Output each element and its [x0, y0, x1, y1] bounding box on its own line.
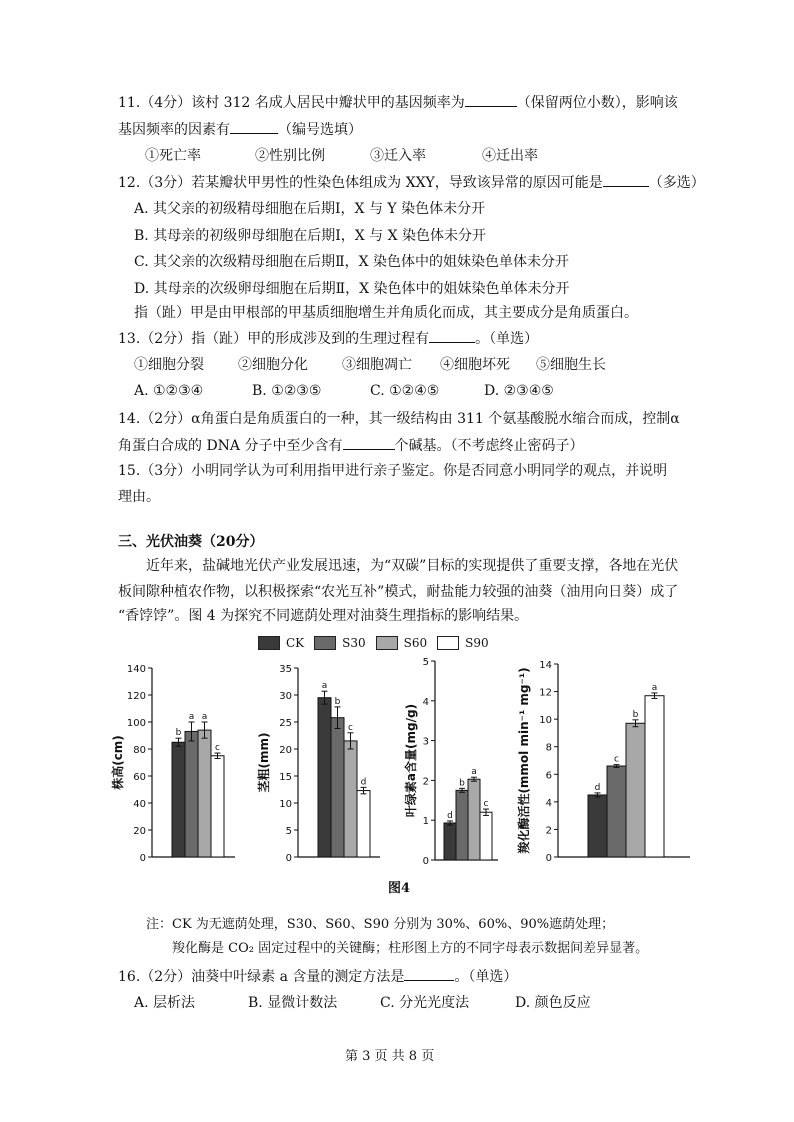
y-tick-label: 5 — [422, 657, 429, 668]
option: B. 显微计数法 — [248, 995, 338, 1011]
y-tick-label: 4 — [545, 797, 552, 809]
option: ④迁出率 — [482, 148, 538, 164]
answer-blank[interactable] — [404, 967, 454, 981]
y-tick-label: 20 — [133, 826, 146, 837]
significance-letter: d — [360, 777, 367, 788]
q14-line1: 14.（2分）α角蛋白是角质蛋白的一种，其一级结构由 311 个氨基酸脱水缩合而成，控制α — [118, 411, 680, 427]
y-tick-label: 6 — [545, 770, 552, 782]
y-tick-label: 0 — [422, 856, 429, 867]
legend-label: S60 — [403, 636, 428, 650]
significance-letter: a — [201, 712, 208, 722]
y-tick-label: 80 — [133, 745, 146, 756]
legend-label: S30 — [342, 636, 366, 650]
y-tick-label: 60 — [133, 772, 146, 783]
q15-line2: 理由。 — [118, 489, 160, 505]
choice: A. ①②③④ — [134, 383, 204, 399]
figure-caption: 图4 — [388, 881, 411, 896]
q13-items — [134, 356, 606, 374]
significance-letter: a — [188, 712, 195, 722]
y-tick-label: 0 — [285, 853, 292, 864]
q13-choices — [134, 382, 554, 400]
figure-4-charts — [0, 650, 794, 875]
y-tick-label: 1 — [422, 816, 429, 828]
item: ③细胞凋亡 — [342, 357, 412, 373]
bar — [357, 791, 370, 857]
q14-line2: 角蛋白合成的 DNA 分子中至少含有 个碱基。（不考虑终止密码子） — [118, 438, 584, 454]
option: D. 颜色反应 — [515, 995, 591, 1011]
answer-blank[interactable] — [230, 120, 278, 134]
y-tick-label: 140 — [126, 664, 146, 675]
significance-letter: a — [471, 767, 477, 778]
note-line2: 羧化酶是 CO₂ 固定过程中的关键酶；柱形图上方的不同字母表示数据间差异显著。 — [172, 941, 649, 956]
y-tick-label: 4 — [422, 696, 429, 708]
bar — [588, 795, 607, 857]
significance-letter: c — [614, 754, 619, 765]
section-title: 三、光伏油葵（20分） — [118, 534, 264, 550]
q11-line2: 基因频率的因素有 （编号选填） — [118, 122, 362, 138]
significance-letter: a — [321, 681, 328, 692]
y-tick-label: 8 — [545, 742, 552, 754]
bar — [344, 741, 357, 857]
y-tick-label: 35 — [279, 664, 292, 675]
y-axis-label: 茎粗(mm) — [257, 732, 271, 793]
y-tick-label: 2 — [422, 776, 429, 788]
option: C. 分光光度法 — [380, 995, 470, 1011]
legend-swatch — [258, 636, 280, 650]
q11-options — [145, 147, 538, 165]
significance-letter: c — [483, 799, 489, 810]
bar — [444, 823, 456, 860]
y-tick-label: 40 — [133, 799, 146, 810]
option: ③迁入率 — [370, 148, 426, 164]
item: ④细胞坏死 — [440, 357, 510, 373]
q12-option-c: C. 其父亲的次级精母细胞在后期Ⅱ，X 染色体中的姐妹染色单体未分开 — [134, 254, 570, 270]
y-tick-label: 25 — [279, 718, 292, 729]
y-tick-label: 0 — [545, 853, 552, 864]
q16-options — [134, 994, 591, 1012]
bar — [211, 756, 224, 857]
legend-label: CK — [286, 636, 305, 650]
option: A. 层析法 — [134, 995, 196, 1011]
answer-blank[interactable] — [429, 329, 475, 343]
q12-stem: 12.（3分）若某瓣状甲男性的性染色体组成为 XXY，导致该异常的原因可能是 （多选） — [118, 175, 705, 191]
y-tick-label: 14 — [539, 660, 552, 671]
intro-line1: 近年来，盐碱地光伏产业发展迅速，为“双碳”目标的实现提供了重要支撑，各地在光伏 — [146, 558, 679, 574]
significance-letter: d — [447, 810, 453, 821]
significance-letter: d — [594, 782, 601, 793]
q13-stem: 13.（2分）指（趾）甲的形成涉及到的生理过程有 。（单选） — [118, 331, 539, 347]
significance-letter: b — [459, 778, 465, 789]
y-tick-label: 15 — [279, 772, 292, 783]
bar — [185, 731, 198, 857]
y-tick-label: 10 — [539, 715, 552, 727]
significance-letter: b — [334, 696, 341, 707]
choice: B. ①②③⑤ — [252, 383, 322, 399]
page-footer: 第 3 页 共 8 页 — [345, 1049, 435, 1064]
item: ⑤细胞生长 — [536, 357, 606, 373]
y-tick-label: 100 — [126, 718, 146, 729]
option: ②性别比例 — [255, 148, 325, 164]
q16-stem: 16.（2分）油葵中叶绿素 a 含量的测定方法是 。（单选） — [118, 969, 518, 985]
significance-letter: c — [215, 743, 220, 754]
answer-blank[interactable] — [603, 173, 649, 187]
legend-swatch — [376, 636, 398, 650]
q11-line1: 11.（4分）该村 312 名成人居民中瓣状甲的基因频率为 （保留两位小数），影响该 — [118, 95, 678, 111]
y-tick-label: 10 — [279, 799, 292, 810]
legend-swatch — [314, 636, 336, 650]
y-tick-label: 30 — [279, 691, 292, 702]
bar — [645, 696, 664, 857]
note-line1: 注：CK 为无遮荫处理，S30、S60、S90 分别为 30%、60%、90%遮荫处理； — [146, 917, 615, 932]
significance-letter: c — [348, 722, 353, 733]
intro-line3: “香饽饽”。图 4 为探究不同遮荫处理对油葵生理指标的影响结果。 — [118, 608, 529, 624]
legend-swatch — [437, 636, 459, 650]
bar — [318, 698, 331, 857]
y-axis-label: 羧化酶活性(mmol min⁻¹ mg⁻¹) — [517, 667, 531, 854]
choice: D. ②③④⑤ — [484, 383, 554, 399]
q15-line1: 15.（3分）小明同学认为可利用指甲进行亲子鉴定。你是否同意小明同学的观点，并说明 — [118, 463, 668, 479]
y-tick-label: 5 — [285, 826, 292, 837]
bar — [331, 718, 344, 857]
choice: C. ①②④⑤ — [370, 383, 440, 399]
info-nail: 指（趾）甲是由甲根部的甲基质细胞增生并角质化而成，其主要成分是角质蛋白。 — [134, 305, 638, 321]
q12-option-d: D. 其母亲的次级卵母细胞在后期Ⅱ，X 染色体中的姐妹染色单体未分开 — [134, 281, 570, 297]
answer-blank[interactable] — [465, 93, 517, 107]
y-axis-label: 叶绿素a含量(mg/g) — [404, 703, 418, 818]
option: ①死亡率 — [145, 148, 201, 164]
bar — [456, 790, 468, 860]
significance-letter: b — [175, 728, 182, 739]
bar — [480, 812, 492, 860]
bar — [468, 779, 480, 860]
y-tick-label: 120 — [126, 691, 146, 702]
y-tick-label: 20 — [279, 745, 292, 756]
bar — [172, 742, 185, 857]
bar — [198, 730, 211, 857]
legend-label: S90 — [465, 636, 489, 650]
intro-line2: 板间隙种植农作物，以积极探索“农光互补”模式，耐盐能力较强的油葵（油用向日葵）成了 — [118, 584, 679, 600]
answer-blank[interactable] — [343, 436, 395, 450]
y-tick-label: 0 — [139, 853, 146, 864]
q12-option-b: B. 其母亲的初级卵母细胞在后期Ⅰ，X 与 X 染色体未分开 — [134, 228, 487, 244]
bar — [607, 766, 626, 857]
item: ②细胞分化 — [238, 357, 308, 373]
y-tick-label: 3 — [422, 736, 429, 748]
item: ①细胞分裂 — [134, 357, 204, 373]
y-tick-label: 2 — [545, 825, 552, 837]
significance-letter: a — [651, 682, 658, 693]
q12-option-a: A. 其父亲的初级精母细胞在后期Ⅰ，X 与 Y 染色体未分开 — [134, 201, 486, 217]
significance-letter: b — [632, 709, 639, 720]
y-axis-label: 株高(cm) — [111, 735, 125, 790]
bar — [626, 723, 645, 857]
y-tick-label: 12 — [539, 687, 552, 699]
